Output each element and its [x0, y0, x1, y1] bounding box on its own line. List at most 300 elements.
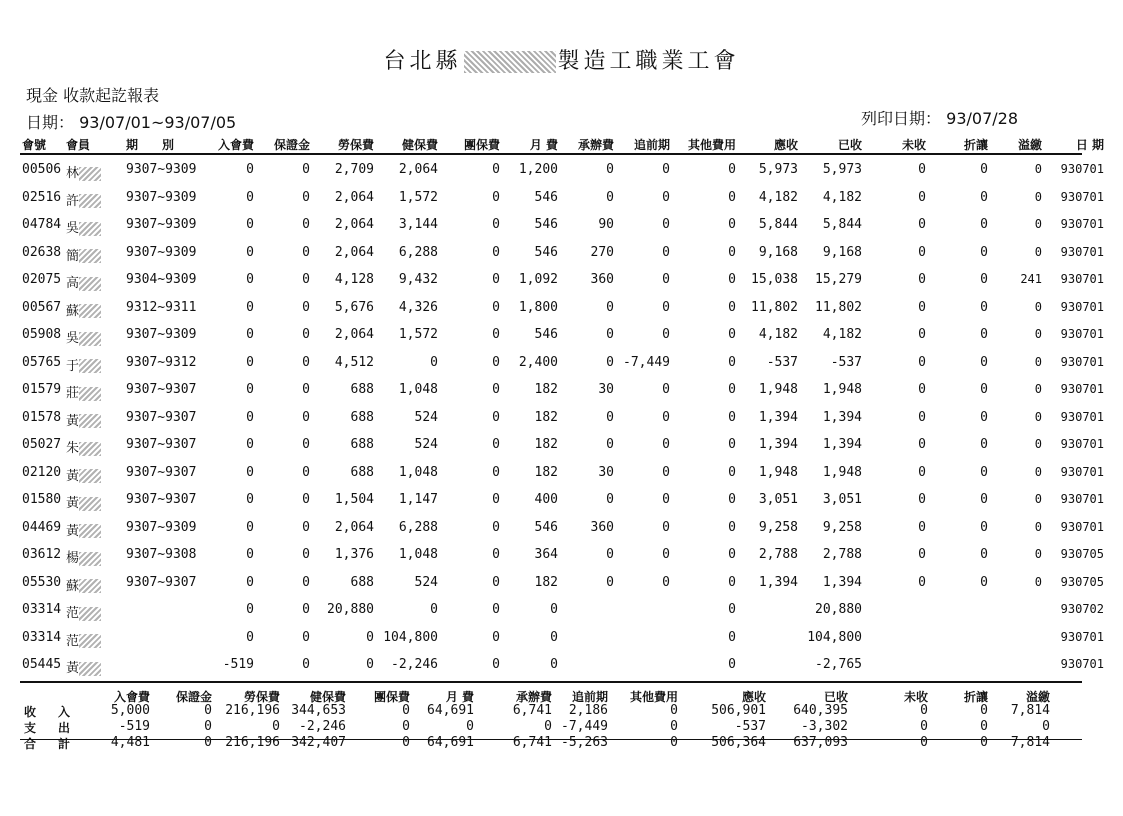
summary-cell: 4,481: [110, 735, 150, 750]
table-cell: 0: [246, 354, 254, 370]
table-cell: 930701: [1060, 244, 1104, 259]
table-cell: 2,064: [334, 217, 374, 232]
table-cell: 0: [606, 354, 614, 370]
table-cell: 0: [550, 629, 558, 645]
member-surname: 黃: [66, 413, 80, 429]
table-cell: 0: [918, 437, 926, 452]
member-name-cell: [66, 217, 114, 236]
table-cell: 0: [302, 464, 310, 480]
table-cell: 00567: [22, 299, 62, 315]
summary-cell: 0: [272, 719, 280, 734]
table-cell: 930705: [1060, 547, 1104, 561]
table-cell: 0: [728, 547, 736, 562]
table-cell: 930705: [1060, 574, 1104, 589]
table-cell: 0: [728, 272, 736, 287]
table-cell: 5,973: [758, 162, 798, 177]
table-cell: 0: [662, 574, 670, 590]
summary-cell: 0: [402, 735, 410, 750]
table-cell: 9307~9307: [126, 464, 197, 480]
table-cell: 0: [662, 464, 670, 480]
summary-column-header: 團保費: [373, 690, 410, 704]
table-cell: 0: [980, 189, 988, 205]
table-cell: 0: [302, 602, 310, 617]
table-cell: 0: [662, 162, 670, 177]
member-name-cell: [66, 190, 114, 209]
table-cell: 0: [302, 657, 310, 672]
table-cell: 0: [606, 492, 614, 507]
table-cell: 9307~9308: [126, 547, 197, 562]
table-cell: 1,948: [758, 464, 798, 480]
table-cell: 0: [1034, 244, 1042, 259]
table-cell: 4,128: [334, 272, 374, 287]
table-cell: 0: [302, 519, 310, 535]
table-cell: 0: [1034, 299, 1042, 314]
table-cell: 930701: [1060, 327, 1104, 341]
table-cell: 0: [492, 272, 500, 287]
table-cell: 4,182: [758, 327, 798, 342]
column-header: 團保費: [463, 138, 500, 152]
table-cell: 0: [246, 244, 254, 260]
summary-cell: 0: [204, 735, 212, 750]
summary-column-header: 健保費: [309, 690, 346, 704]
table-cell: 0: [1034, 437, 1042, 451]
redacted-name: [79, 304, 101, 318]
table-cell: 9307~9307: [126, 437, 197, 452]
summary-column-header: 折讓: [963, 690, 988, 704]
table-cell: 930701: [1060, 519, 1104, 534]
table-cell: 01578: [22, 409, 62, 425]
table-cell: 930701: [1060, 162, 1104, 176]
table-cell: 360: [590, 519, 614, 535]
table-cell: 0: [1034, 327, 1042, 341]
summary-cell: -537: [734, 719, 766, 734]
table-cell: 0: [302, 409, 310, 425]
table-cell: 1,092: [518, 272, 558, 287]
summary-column-header: 已收: [823, 690, 848, 704]
print-date-label: 列印日期：: [861, 109, 942, 128]
table-cell: 0: [606, 437, 614, 452]
table-cell: 688: [350, 574, 374, 590]
table-cell: 9307~9309: [126, 327, 197, 342]
table-cell: 1,048: [398, 382, 438, 397]
table-cell: 0: [980, 519, 988, 535]
summary-cell: 0: [980, 703, 988, 718]
table-cell: 15,279: [815, 272, 862, 287]
table-cell: 546: [534, 189, 558, 205]
table-cell: 5,973: [822, 162, 862, 177]
table-cell: 0: [302, 629, 310, 645]
table-cell: 0: [728, 244, 736, 260]
summary-cell: 216,196: [225, 735, 280, 750]
table-cell: 930701: [1060, 382, 1104, 396]
table-cell: 0: [492, 657, 500, 672]
table-cell: 0: [662, 547, 670, 562]
table-cell: 0: [550, 602, 558, 617]
summary-column-header: 溢繳: [1025, 690, 1050, 704]
summary-cell: 0: [670, 719, 678, 734]
redacted-name: [79, 497, 101, 511]
member-surname: 林: [66, 166, 80, 181]
redacted-name: [79, 607, 101, 621]
table-cell: 0: [492, 602, 500, 617]
redacted-name: [79, 524, 101, 538]
table-cell: 9,168: [822, 244, 862, 260]
table-cell: 9307~9309: [126, 189, 197, 205]
table-cell: 104,800: [383, 629, 438, 645]
column-header: 保證金: [273, 138, 310, 152]
column-header: 已收: [837, 138, 862, 152]
table-cell: 9307~9307: [126, 492, 197, 507]
table-cell: 20,880: [815, 602, 862, 617]
table-cell: 0: [302, 354, 310, 370]
table-cell: 0: [1034, 464, 1042, 479]
table-cell: 930701: [1060, 464, 1104, 479]
table-cell: 524: [414, 574, 438, 590]
table-cell: 6,288: [398, 519, 438, 535]
table-cell: 0: [246, 189, 254, 205]
table-cell: 0: [302, 547, 310, 562]
table-cell: -519: [222, 657, 254, 672]
table-cell: 546: [534, 327, 558, 342]
table-cell: 0: [606, 547, 614, 562]
column-header: 期 別: [126, 138, 175, 152]
column-header: 未收: [901, 138, 926, 152]
member-surname: 高: [66, 276, 80, 291]
table-cell: 0: [492, 327, 500, 342]
table-cell: 0: [980, 299, 988, 315]
member-name-cell: [66, 547, 114, 566]
table-cell: 0: [728, 189, 736, 205]
table-cell: 1,048: [398, 464, 438, 480]
table-cell: 0: [246, 602, 254, 617]
summary-row-label: 收入: [24, 705, 93, 719]
table-cell: 0: [606, 189, 614, 205]
redacted-name: [79, 277, 101, 291]
summary-cell: 0: [544, 719, 552, 734]
table-cell: 930701: [1060, 354, 1104, 369]
table-cell: 3,144: [398, 217, 438, 232]
member-surname: 于: [66, 358, 80, 374]
table-cell: 0: [918, 409, 926, 425]
table-cell: 0: [246, 299, 254, 315]
table-cell: 0: [728, 602, 736, 617]
table-cell: 1,504: [334, 492, 374, 507]
summary-cell: 344,653: [291, 703, 346, 718]
table-cell: 0: [728, 519, 736, 535]
table-cell: 0: [302, 327, 310, 342]
redacted-name: [79, 249, 101, 263]
table-cell: 0: [550, 657, 558, 672]
member-name-cell: [66, 437, 114, 456]
table-cell: 0: [1034, 189, 1042, 204]
report-title: [0, 44, 1123, 75]
redacted-name: [79, 194, 101, 208]
summary-cell: 64,691: [427, 703, 474, 718]
summary-column-header: 應收: [741, 690, 766, 704]
table-cell: 2,788: [758, 547, 798, 562]
date-label: 日期：: [26, 113, 75, 132]
column-header: 會員: [66, 138, 91, 152]
table-cell: 1,394: [822, 409, 862, 425]
summary-column-header: 勞保費: [243, 690, 280, 704]
table-cell: 1,394: [758, 574, 798, 590]
table-cell: 364: [534, 547, 558, 562]
table-cell: 688: [350, 409, 374, 425]
member-name-cell: [66, 300, 114, 319]
summary-cell: 5,000: [110, 703, 150, 718]
member-name-cell: [66, 245, 114, 264]
table-cell: 00506: [22, 162, 62, 177]
table-cell: 0: [980, 409, 988, 425]
table-cell: 360: [590, 272, 614, 287]
table-cell: 0: [918, 327, 926, 342]
table-cell: 0: [980, 574, 988, 590]
date-range: [26, 110, 236, 133]
table-cell: 1,394: [822, 437, 862, 452]
table-cell: 1,394: [758, 437, 798, 452]
member-surname: 簡: [66, 248, 80, 264]
table-cell: 241: [1020, 272, 1042, 286]
table-cell: 4,326: [398, 299, 438, 315]
table-cell: 0: [918, 299, 926, 315]
table-cell: 0: [606, 299, 614, 315]
summary-cell: 0: [980, 735, 988, 750]
table-cell: 2,788: [822, 547, 862, 562]
table-cell: 0: [246, 327, 254, 342]
table-cell: 0: [980, 547, 988, 562]
table-cell: 524: [414, 409, 438, 425]
redacted-name: [79, 167, 101, 181]
table-cell: 9307~9309: [126, 217, 197, 232]
table-cell: 05765: [22, 354, 62, 370]
table-cell: 0: [918, 162, 926, 177]
summary-cell: 6,741: [512, 703, 552, 718]
table-cell: 2,064: [334, 189, 374, 205]
redacted-name: [79, 222, 101, 236]
member-surname: 黃: [66, 661, 80, 676]
table-cell: 0: [302, 437, 310, 452]
summary-column-header: 其他費用: [629, 690, 678, 704]
summary-cell: 637,093: [793, 735, 848, 750]
member-surname: 楊: [66, 551, 80, 566]
table-cell: 05027: [22, 437, 62, 452]
member-surname: 許: [66, 193, 80, 209]
table-cell: 0: [246, 492, 254, 507]
table-cell: 30: [598, 382, 614, 397]
table-cell: 0: [980, 327, 988, 342]
summary-rule: [20, 681, 1082, 683]
summary-cell: 64,691: [427, 735, 474, 750]
table-cell: 0: [980, 382, 988, 397]
table-cell: 0: [246, 409, 254, 425]
member-name-cell: [66, 162, 114, 181]
summary-cell: 342,407: [291, 735, 346, 750]
table-cell: 0: [1034, 382, 1042, 396]
table-cell: 1,572: [398, 327, 438, 342]
summary-cell: 7,814: [1010, 703, 1050, 718]
summary-cell: 6,741: [512, 735, 552, 750]
summary-column-header: 追前期: [571, 690, 608, 704]
redacted-name: [79, 387, 101, 401]
table-cell: 2,064: [334, 327, 374, 342]
table-cell: 9307~9309: [126, 244, 197, 260]
table-cell: 90: [598, 217, 614, 232]
table-cell: 0: [728, 382, 736, 397]
summary-cell: 7,814: [1010, 735, 1050, 750]
table-cell: 0: [1034, 162, 1042, 176]
table-cell: 0: [918, 547, 926, 562]
redacted-name: [79, 552, 101, 566]
member-surname: 范: [66, 633, 80, 649]
summary-cell: 0: [670, 703, 678, 718]
table-cell: 1,200: [518, 162, 558, 177]
date-range-value: 93/07/01~93/07/05: [79, 113, 237, 132]
summary-cell: 0: [466, 719, 474, 734]
table-cell: 930701: [1060, 437, 1104, 451]
table-cell: 0: [662, 409, 670, 425]
table-cell: 0: [728, 629, 736, 645]
table-cell: 0: [980, 464, 988, 480]
table-cell: 0: [728, 464, 736, 480]
summary-column-header: 未收: [903, 690, 928, 704]
table-cell: 05908: [22, 327, 62, 342]
table-cell: 0: [492, 437, 500, 452]
table-cell: 0: [430, 602, 438, 617]
table-cell: 0: [918, 272, 926, 287]
table-cell: 0: [728, 574, 736, 590]
column-header: 日 期: [1075, 138, 1104, 152]
table-cell: 1,376: [334, 547, 374, 562]
table-cell: 0: [662, 217, 670, 232]
table-cell: 0: [492, 354, 500, 370]
summary-row-label: 支出: [24, 721, 93, 735]
table-cell: 1,948: [822, 382, 862, 397]
table-cell: 0: [430, 354, 438, 370]
table-cell: 1,800: [518, 299, 558, 315]
member-name-cell: [66, 657, 114, 676]
member-name-cell: [66, 492, 114, 511]
summary-cell: 216,196: [225, 703, 280, 718]
summary-cell: 640,395: [793, 703, 848, 718]
table-cell: -7,449: [623, 354, 670, 370]
member-surname: 黃: [66, 523, 80, 539]
table-cell: 0: [980, 354, 988, 370]
table-cell: 1,948: [822, 464, 862, 480]
table-cell: 0: [662, 189, 670, 205]
table-cell: 0: [728, 492, 736, 507]
table-cell: 1,147: [398, 492, 438, 507]
table-cell: 0: [1034, 492, 1042, 506]
table-cell: 0: [492, 382, 500, 397]
table-cell: 2,064: [398, 162, 438, 177]
member-surname: 黃: [66, 496, 80, 511]
summary-column-header: 入會費: [113, 690, 150, 704]
table-cell: 0: [980, 272, 988, 287]
summary-cell: -2,246: [299, 719, 346, 734]
table-cell: 0: [302, 272, 310, 287]
table-cell: 3,051: [822, 492, 862, 507]
table-cell: 03314: [22, 602, 62, 617]
table-cell: 0: [662, 382, 670, 397]
member-name-cell: [66, 410, 114, 429]
table-cell: 0: [728, 354, 736, 370]
table-cell: 2,064: [334, 244, 374, 260]
table-cell: 0: [728, 437, 736, 452]
summary-row-label: 合計: [24, 737, 93, 751]
table-cell: 02120: [22, 464, 62, 480]
table-cell: 182: [534, 409, 558, 425]
table-cell: 0: [492, 409, 500, 425]
table-cell: 0: [302, 189, 310, 205]
member-name-cell: [66, 382, 114, 401]
member-surname: 蘇: [66, 303, 80, 319]
table-cell: 0: [606, 574, 614, 590]
table-cell: 0: [366, 629, 374, 645]
summary-cell: -3,302: [801, 719, 848, 734]
table-cell: 9307~9307: [126, 409, 197, 425]
member-name-cell: [66, 602, 114, 621]
table-cell: 0: [606, 162, 614, 177]
table-cell: 0: [662, 327, 670, 342]
table-cell: 0: [918, 244, 926, 260]
table-cell: 0: [918, 464, 926, 480]
table-cell: 0: [492, 299, 500, 315]
table-cell: 0: [492, 519, 500, 535]
summary-cell: 506,364: [711, 735, 766, 750]
print-date-value: 93/07/28: [946, 109, 1018, 128]
column-header: 月 費: [529, 138, 558, 152]
table-cell: 20,880: [327, 602, 374, 617]
table-cell: 0: [366, 657, 374, 672]
table-cell: 0: [302, 574, 310, 590]
member-surname: 范: [66, 606, 80, 621]
report-subtitle: 現金 收款起訖報表: [26, 86, 160, 105]
table-cell: 0: [246, 547, 254, 562]
table-cell: 0: [662, 244, 670, 260]
table-cell: 0: [918, 217, 926, 232]
summary-cell: 0: [204, 703, 212, 718]
table-cell: 0: [728, 327, 736, 342]
print-date: [861, 106, 1018, 129]
table-cell: 0: [728, 162, 736, 177]
column-header: 折讓: [963, 138, 988, 152]
summary-bottom-rule: [20, 739, 1082, 740]
table-cell: 0: [246, 272, 254, 287]
table-cell: 0: [1034, 519, 1042, 534]
table-cell: 1,394: [758, 409, 798, 425]
table-cell: 9304~9309: [126, 272, 197, 287]
summary-cell: -519: [118, 719, 150, 734]
redacted-name: [79, 634, 101, 648]
table-cell: 11,802: [815, 299, 862, 315]
table-cell: 0: [918, 519, 926, 535]
member-name-cell: [66, 355, 114, 374]
table-cell: 104,800: [807, 629, 862, 645]
table-cell: -537: [830, 354, 862, 370]
table-cell: 930701: [1060, 299, 1104, 314]
table-cell: 0: [246, 217, 254, 232]
table-cell: 0: [918, 574, 926, 590]
column-header: 溢繳: [1017, 138, 1042, 152]
table-cell: 1,572: [398, 189, 438, 205]
column-header: 承辦費: [577, 138, 614, 152]
table-cell: 03314: [22, 629, 62, 645]
summary-cell: 506,901: [711, 703, 766, 718]
redacted-name: [79, 414, 101, 428]
member-surname: 吳: [66, 331, 80, 346]
table-cell: 0: [980, 244, 988, 260]
table-cell: -537: [766, 354, 798, 370]
